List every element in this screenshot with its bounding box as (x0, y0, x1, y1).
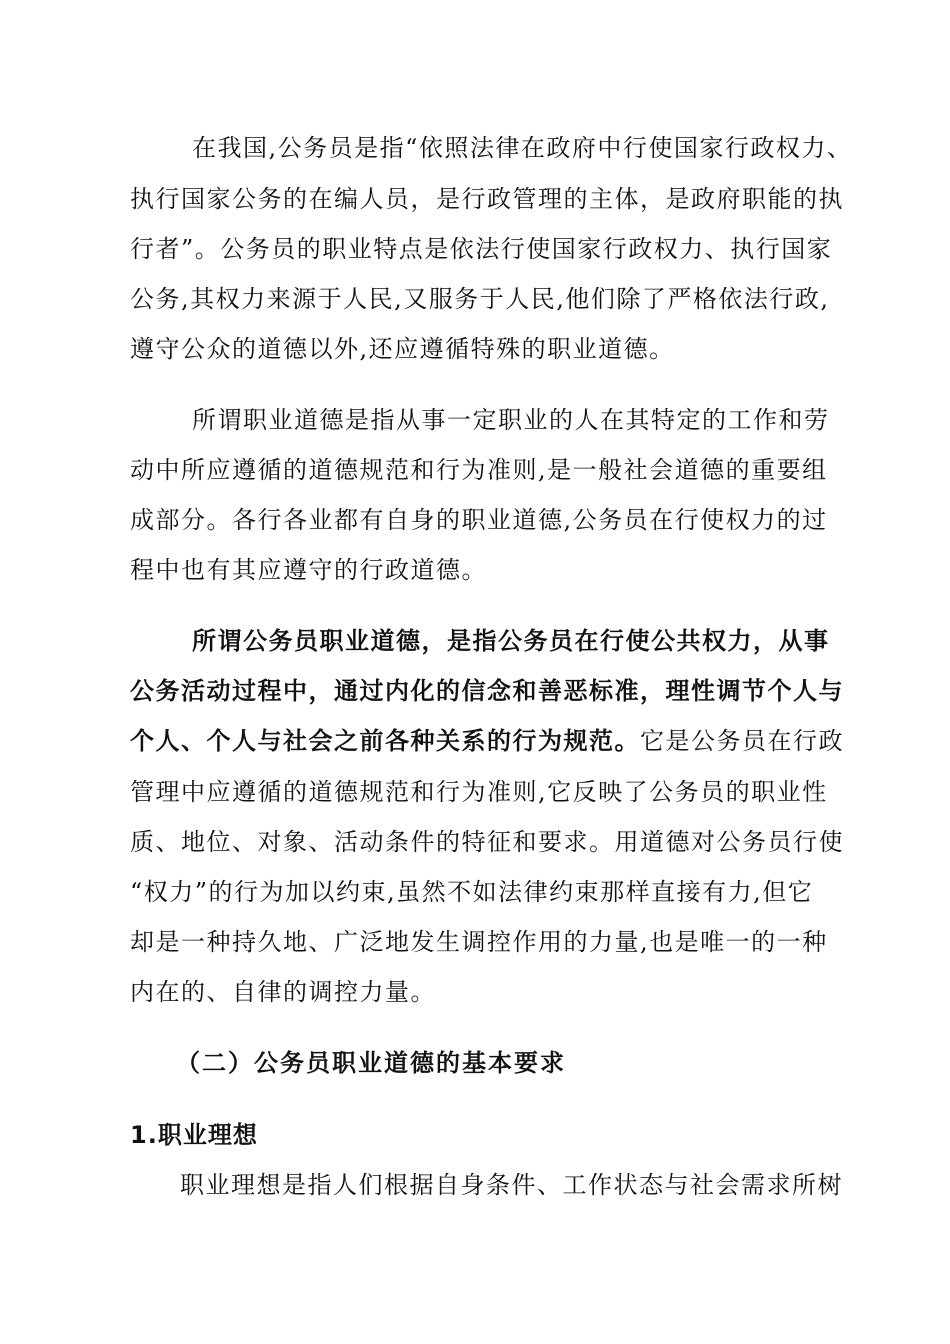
paragraph-line: 管理中应遵循的道德规范和行为准则,它反映了公务员的职业性 (130, 778, 828, 806)
subsection-heading: 1.职业理想 (130, 1121, 258, 1149)
paragraph-line: 质、地位、对象、活动条件的特征和要求。用道德对公务员行使 (130, 828, 844, 856)
paragraph-line: “权力”的行为加以约束,虽然不如法律约束那样直接有力,但它 (130, 878, 814, 906)
paragraph-line: 遵守公众的道德以外,还应遵循特殊的职业道德。 (130, 335, 675, 363)
paragraph-line: 内在的、自律的调控力量。 (130, 978, 436, 1006)
paragraph-line: 职业理想是指人们根据自身条件、工作状态与社会需求所树 (180, 1171, 843, 1199)
paragraph-line (130, 726, 844, 756)
paragraph-text: 它是公务员在行政 (640, 727, 844, 755)
paragraph-line: 成部分。各行各业都有自身的职业道德,公务员在行使权力的过 (130, 506, 828, 534)
paragraph-line: 却是一种持久地、广泛地发生调控作用的力量,也是唯一的一种 (130, 928, 828, 956)
bold-definition-line: 公务活动过程中，通过内化的信念和善恶标准，理性调节个人与 (130, 677, 844, 705)
bold-definition-line: 个人、个人与社会之前各种关系的行为规范。 (130, 727, 640, 755)
paragraph-line: 公务,其权力来源于人民,又服务于人民,他们除了严格依法行政, (130, 285, 830, 313)
paragraph-line: 动中所应遵循的道德规范和行为准则,是一般社会道德的重要组 (130, 456, 828, 484)
paragraph-line: 所谓职业道德是指从事一定职业的人在其特定的工作和劳 (192, 406, 830, 434)
bold-definition-line: 所谓公务员职业道德，是指公务员在行使公共权力，从事 (192, 627, 830, 655)
paragraph-line: 执行国家公务的在编人员，是行政管理的主体，是政府职能的执 (130, 185, 844, 213)
section-heading: （二）公务员职业道德的基本要求 (176, 1049, 566, 1077)
paragraph-line: 行者”。公务员的职业特点是依法行使国家行政权力、执行国家 (130, 235, 833, 263)
paragraph-line: 程中也有其应遵守的行政道德。 (130, 556, 487, 584)
paragraph-line: 在我国,公务员是指“依照法律在政府中行使国家行政权力、 (192, 134, 853, 162)
